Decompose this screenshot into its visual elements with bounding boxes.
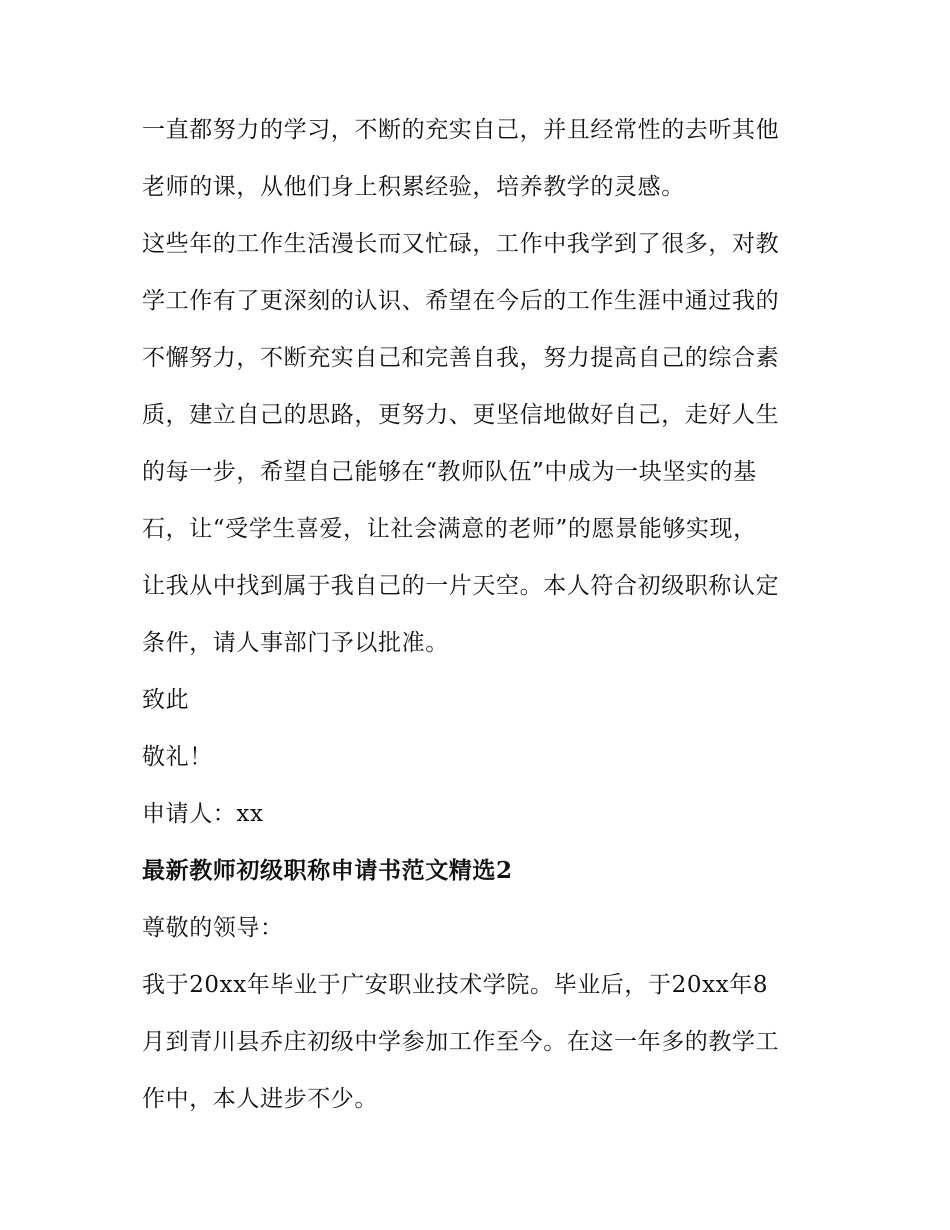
closing-line: 致此	[142, 687, 190, 713]
applicant-signature-line: 申请人：xx	[142, 801, 264, 827]
body-text-line: 不懈努力，不断充实自己和完善自我，努力提高自己的综合素	[142, 345, 780, 371]
salutation-line: 敬礼！	[142, 744, 213, 770]
body-text-line: 让我从中找到属于我自己的一片天空。本人符合初级职称认定	[142, 573, 780, 599]
section-heading: 最新教师初级职称申请书范文精选2	[142, 857, 513, 884]
body-text-line: 老师的课，从他们身上积累经验，培养教学的灵感。	[142, 174, 685, 200]
body-text-line: 月到青川县乔庄初级中学参加工作至今。在这一年多的教学工	[142, 1029, 780, 1055]
document-page	[142, 108, 812, 1134]
body-text-line: 一直都努力的学习，不断的充实自己，并且经常性的去听其他	[142, 117, 780, 143]
body-text-line: 学工作有了更深刻的认识、希望在今后的工作生涯中通过我的	[142, 288, 780, 314]
body-text-line: 的每一步，希望自己能够在“教师队伍”中成为一块坚实的基	[142, 459, 757, 485]
body-text-line: 质，建立自己的思路，更努力、更坚信地做好自己，走好人生	[142, 402, 780, 428]
body-text-line: 这些年的工作生活漫长而又忙碌，工作中我学到了很多，对教	[142, 231, 780, 257]
body-text-line: 我于20xx年毕业于广安职业技术学院。毕业后，于20xx年8	[142, 972, 769, 998]
body-text-line: 条件，请人事部门予以批准。	[142, 630, 449, 656]
body-text-line: 作中，本人进步不少。	[142, 1086, 378, 1112]
body-text-line: 石，让“受学生喜爱，让社会满意的老师”的愿景能够实现，	[142, 516, 757, 542]
greeting-line: 尊敬的领导：	[142, 915, 284, 941]
